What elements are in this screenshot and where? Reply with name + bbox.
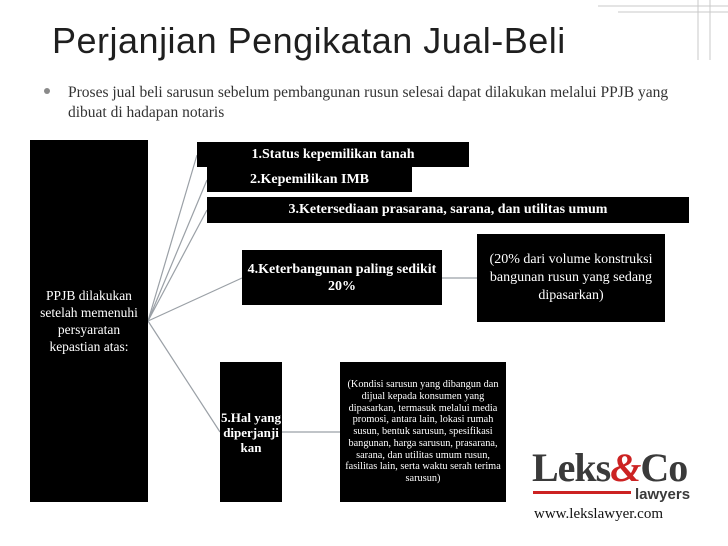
item-infrastructure-box: 3.Ketersediaan prasarana, sarana, dan utilitas umum [207, 197, 689, 223]
website-link[interactable]: www.lekslawyer.com [534, 506, 663, 522]
logo-subtitle: lawyers [635, 486, 691, 503]
item-agreement-note: (Kondisi sarusun yang dibangun dan dijual kepada konsumen yang dipasarkan, termasuk melalui media promosi, antara lain, lokasi rumah susun, bentuk sarusun, spesifikasi bangunan, harga sarusun, prasarana, sarana, dan utilitas umum rusun, fasilitas lain, serta waktu serah terima sarusun) [340, 362, 506, 502]
company-logo [532, 444, 687, 491]
logo-name-part1: Leks [532, 445, 611, 490]
item-agreement-box: 5.Hal yang diperjanji kan [220, 362, 282, 502]
bullet-text: Proses jual beli sarusun sebelum pembangunan rusun selesai dapat dilakukan melalui PPJB yang dibuat di hadapan notaris [68, 84, 669, 121]
logo-accent-rule [533, 491, 631, 494]
slide-title: Perjanjian Pengikatan Jual-Beli [52, 20, 566, 61]
item-construction-box: 4.Keterbangunan paling sedikit 20% [242, 250, 442, 305]
logo-ampersand: & [610, 445, 641, 490]
item-imb-box: 2.Kepemilikan IMB [207, 167, 412, 192]
item-construction-note: (20% dari volume konstruksi bangunan rusun yang sedang dipasarkan) [477, 234, 665, 322]
item-land-status-box: 1.Status kepemilikan tanah [197, 142, 469, 167]
main-condition-box: PPJB dilakukan setelah memenuhi persyaratan kepastian atas: [30, 140, 148, 502]
logo-name-part2: Co [640, 445, 688, 490]
